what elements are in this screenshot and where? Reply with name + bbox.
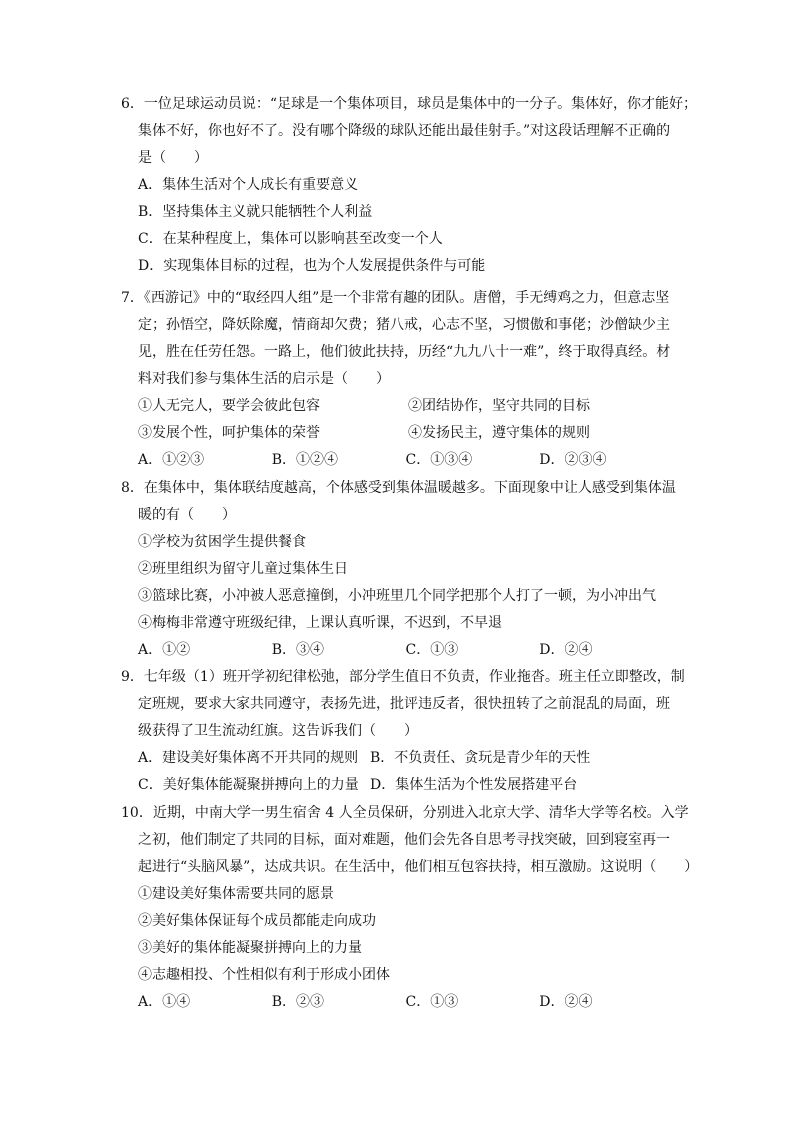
question-8 [121, 475, 676, 664]
question-stem-line: 集体不好，你也好不了。没有哪个降级的球队还能出最佳射手。”对这段话理解不正确的 [138, 123, 671, 139]
choice-c: C．①③ [405, 994, 459, 1010]
question-9 [121, 664, 685, 799]
question-stem-line: 起进行“头脑风暴”，达成共识。在生活中，他们相互包容扶持，相互激励。这说明（ ） [138, 859, 699, 875]
statement-item: ④发扬民主，遵守集体的规则 [408, 425, 590, 441]
option-a: A．集体生活对个人成长有重要意义 [138, 177, 359, 193]
question-6 [121, 91, 698, 280]
choice-b: B．②③ [271, 994, 325, 1010]
choice-a: A．①② [138, 642, 191, 658]
choice-b: B．③④ [271, 642, 325, 658]
statement-item: ②团结协作，坚守共同的目标 [408, 398, 590, 414]
statement-item: ②美好集体保证每个成员都能走向成功 [138, 913, 376, 929]
option-d: D．集体生活为个性发展搭建平台 [370, 777, 578, 793]
choice-c: C．①③④ [405, 452, 473, 468]
statement-item: ①建设美好集体需要共同的愿景 [138, 886, 334, 902]
statement-item: ③美好的集体能凝聚拼搏向上的力量 [138, 940, 362, 956]
statement-item: ④梅梅非常遵守班级纪律，上课认真听课，不迟到，不早退 [138, 615, 502, 631]
question-7 [121, 285, 673, 474]
question-stem-line: 7．《西游记》中的“取经四人组”是一个非常有趣的团队。唐僧，手无缚鸡之力，但意志坚 [121, 290, 670, 306]
statement-item: ②班里组织为留守儿童过集体生日 [138, 561, 348, 577]
choice-row [121, 447, 673, 474]
question-stem-line: 级获得了卫生流动红旗。这告诉我们（ ） [138, 723, 418, 739]
question-stem-line: 10．近期，中南大学一男生宿舍 4 人全员保研，分别进入北京大学、清华大学等名校。入学 [121, 805, 689, 821]
option-c: C．在某种程度上，集体可以影响甚至改变一个人 [138, 231, 443, 247]
choice-d: D．②④ [539, 994, 593, 1010]
choice-a: A．①④ [138, 994, 191, 1010]
question-stem-line: 暖的有（ ） [138, 507, 236, 523]
option-b: B．坚持集体主义就只能牺牲个人利益 [138, 204, 373, 220]
choice-row [121, 637, 673, 664]
question-stem-line: 见，胜在任劳任怨。一路上，他们彼此扶持，历经“九九八十一难”，终于取得真经。材 [138, 344, 671, 360]
statement-item: ①人无完人，要学会彼此包容 [138, 398, 320, 414]
question-stem-line: 定班规，要求大家共同遵守，表扬先进，批评违反者，很快扭转了之前混乱的局面，班 [138, 696, 670, 712]
question-stem-line: 料对我们参与集体生活的启示是（ ） [138, 371, 390, 387]
statement-item: ④志趣相投、个性相似有利于形成小团体 [138, 967, 390, 983]
question-10 [121, 800, 699, 1016]
option-row [121, 745, 673, 772]
statement-item: ①学校为贫困学生提供餐食 [138, 534, 306, 550]
choice-b: B．①②④ [271, 452, 339, 468]
statement-row [121, 420, 673, 447]
choice-d: D．②③④ [539, 452, 607, 468]
option-a: A．建设美好集体离不开共同的规则 [138, 750, 359, 766]
option-d: D．实现集体目标的过程，也为个人发展提供条件与可能 [138, 258, 486, 274]
question-stem-line: 是（ ） [138, 150, 208, 166]
question-stem-line: 9．七年级（1）班开学初纪律松弛，部分学生值日不负责，作业拖沓。班主任立即整改，制 [121, 669, 685, 685]
option-b: B．不负责任、贪玩是青少年的天性 [370, 750, 591, 766]
question-stem-line: 之初，他们制定了共同的目标，面对难题，他们会先各自思考寻找突破，回到寝室再一 [138, 832, 670, 848]
statement-row [121, 393, 673, 420]
choice-a: A．①②③ [138, 452, 205, 468]
statement-item: ③发展个性，呵护集体的荣誉 [138, 425, 320, 441]
question-stem-line: 6．一位足球运动员说：“足球是一个集体项目，球员是集体中的一分子。集体好，你才能好； [121, 96, 698, 112]
choice-row [121, 989, 673, 1016]
choice-d: D．②④ [539, 642, 593, 658]
question-stem-line: 8．在集体中，集体联结度越高，个体感受到集体温暖越多。下面现象中让人感受到集体温 [121, 480, 676, 496]
question-stem-line: 定；孙悟空，降妖除魔，情商却欠费；猪八戒，心志不坚，习惯傲和事佬；沙僧缺少主 [138, 317, 670, 333]
choice-c: C．①③ [405, 642, 459, 658]
option-row [121, 772, 673, 799]
statement-item: ③篮球比赛，小冲被人恶意撞倒，小冲班里几个同学把那个人打了一顿，为小冲出气 [138, 588, 656, 604]
option-c: C．美好集体能凝聚拼搏向上的力量 [138, 777, 359, 793]
